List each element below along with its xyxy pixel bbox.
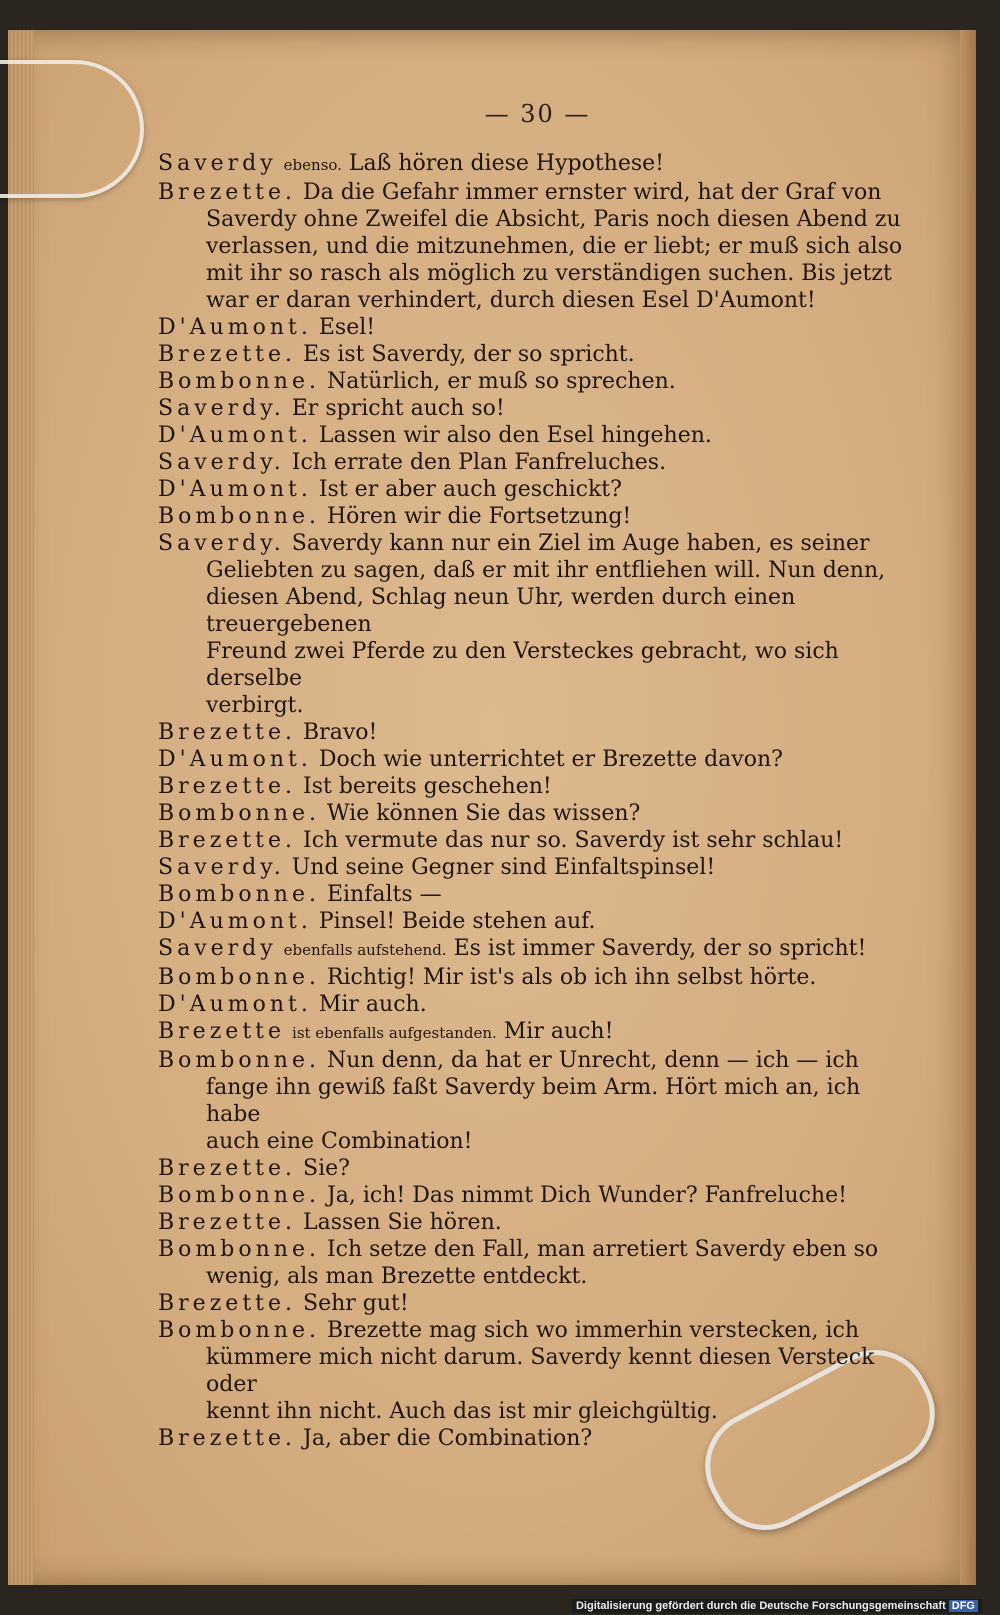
dialogue-line [158,530,903,557]
speaker-name: D'Aumont. [158,423,312,448]
dialogue-continuation [158,1398,903,1425]
speaker-name: Bombonne. [158,1048,320,1073]
speech-text: Geliebten zu sagen, daß er mit ihr entfliehen will. Nun denn, [206,558,886,583]
page-edges-left [8,30,34,1585]
speech-text: Einfalts — [326,882,442,907]
speaker-name: D'Aumont. [158,315,312,340]
dialogue-line [158,1047,903,1074]
dialogue-continuation [158,1074,903,1128]
dialogue-line [158,908,903,935]
stage-direction: ist ebenfalls aufgestanden. [292,1024,497,1042]
speech-text: Saverdy kann nur ein Ziel im Auge haben, es seiner [291,531,870,556]
dialogue-line [158,341,903,368]
speech-text: Freund zwei Pferde zu den Versteckes gebracht, wo sich derselbe [206,639,839,691]
speech-text: Mir auch. [318,992,427,1017]
speech-text: Lassen wir also den Esel hingehen. [318,423,712,448]
dialogue-continuation [158,287,903,314]
speaker-name: Brezette. [158,342,297,367]
speaker-name: Brezette. [158,720,297,745]
speech-text: Mir auch! [503,1019,614,1044]
speech-text: Sehr gut! [303,1291,409,1316]
dialogue-line [158,314,903,341]
speech-text: Ist er aber auch geschickt? [318,477,622,502]
speech-text: Doch wie unterrichtet er Brezette davon? [318,747,783,772]
speaker-name: Bombonne. [158,965,320,990]
footer-credit [572,1599,982,1613]
speech-text: Bravo! [303,720,378,745]
speech-text: Hören wir die Fortsetzung! [326,504,632,529]
speech-text: Natürlich, er muß so sprechen. [326,369,676,394]
speech-text: Ja, aber die Combination? [303,1426,593,1451]
paper-clip-top [0,60,144,198]
speech-text: diesen Abend, Schlag neun Uhr, werden durch einen treuergebenen [206,585,796,637]
dialogue-line [158,150,903,179]
speech-text: Saverdy ohne Zweifel die Absicht, Paris noch diesen Abend zu [206,207,901,232]
stage-direction: ebenfalls aufstehend. [283,941,447,959]
speech-text: kennt ihn nicht. Auch das ist mir gleichgültig. [206,1399,718,1424]
dialogue-line [158,395,903,422]
speaker-name: Saverdy. [158,855,285,880]
dialogue-continuation [158,638,903,692]
speech-text: Ich setze den Fall, man arretiert Saverdy eben so [326,1237,879,1262]
speech-text: Und seine Gegner sind Einfaltspinsel! [291,855,716,880]
speech-text: Da die Gefahr immer ernster wird, hat der Graf von [303,180,882,205]
speech-text: Ich vermute das nur so. Saverdy ist sehr schlau! [303,828,844,853]
speech-text: mit ihr so rasch als möglich zu verständigen suchen. Bis jetzt [206,261,892,286]
dialogue-line [158,1317,903,1344]
speaker-name: Brezette. [158,1210,297,1235]
speech-text: Wie können Sie das wissen? [326,801,641,826]
speaker-name: D'Aumont. [158,909,312,934]
speaker-name: Brezette. [158,774,297,799]
speech-text: fange ihn gewiß faßt Saverdy beim Arm. Hört mich an, ich habe [206,1075,861,1127]
speaker-name: Saverdy [158,151,277,176]
dialogue-line [158,854,903,881]
speaker-name: Saverdy. [158,531,285,556]
dialogue-line [158,827,903,854]
dialogue-continuation [158,1263,903,1290]
speech-text: verlassen, und die mitzunehmen, die er liebt; er muß sich also [206,234,903,259]
speaker-name: Bombonne. [158,1318,320,1343]
speaker-name: Saverdy. [158,450,285,475]
speaker-name: Bombonne. [158,1183,320,1208]
dialogue-line [158,719,903,746]
dialogue-line [158,422,903,449]
speech-text: wenig, als man Brezette entdeckt. [206,1264,588,1289]
dialogue-line [158,935,903,964]
dialogue-continuation [158,1128,903,1155]
dialogue-text [158,150,903,1452]
speaker-name: Bombonne. [158,1237,320,1262]
dialogue-line [158,1425,903,1452]
speech-text: Er spricht auch so! [291,396,505,421]
dialogue-continuation [158,584,903,638]
speaker-name: Bombonne. [158,504,320,529]
dialogue-line [158,800,903,827]
speech-text: Nun denn, da hat er Unrecht, denn — ich — ich [326,1048,859,1073]
speaker-name: Saverdy [158,936,277,961]
stage-direction: ebenso. [283,156,342,174]
dialogue-line [158,773,903,800]
dialogue-continuation [158,1344,903,1398]
dialogue-line [158,1182,903,1209]
speech-text: Es ist immer Saverdy, der so spricht! [453,936,867,961]
dfg-logo: DFG [949,1600,978,1612]
speech-text: Es ist Saverdy, der so spricht. [303,342,635,367]
speaker-name: D'Aumont. [158,992,312,1017]
speaker-name: Brezette [158,1019,286,1044]
speech-text: Ja, ich! Das nimmt Dich Wunder? Fanfreluche! [326,1183,847,1208]
speech-text: Lassen Sie hören. [303,1210,502,1235]
speaker-name: Saverdy. [158,396,285,421]
dialogue-line [158,964,903,991]
speech-text: verbirgt. [206,693,304,718]
dialogue-line [158,1236,903,1263]
dialogue-line [158,476,903,503]
speech-text: Sie? [303,1156,350,1181]
speaker-name: Brezette. [158,828,297,853]
speech-text: Esel! [318,315,376,340]
speaker-name: Brezette. [158,1156,297,1181]
dialogue-continuation [158,557,903,584]
dialogue-continuation [158,233,903,260]
dialogue-line [158,503,903,530]
dialogue-line [158,881,903,908]
speaker-name: D'Aumont. [158,477,312,502]
dialogue-line [158,1209,903,1236]
speaker-name: Bombonne. [158,882,320,907]
speaker-name: D'Aumont. [158,747,312,772]
page-number: — 30 — [484,100,591,128]
dialogue-line [158,1155,903,1182]
dialogue-line [158,991,903,1018]
speaker-name: Bombonne. [158,369,320,394]
speaker-name: Brezette. [158,180,297,205]
speech-text: Richtig! Mir ist's als ob ich ihn selbst hörte. [326,965,817,990]
speaker-name: Brezette. [158,1291,297,1316]
dialogue-line [158,449,903,476]
speech-text: kümmere mich nicht darum. Saverdy kennt diesen Versteck oder [206,1345,875,1397]
speech-text: Brezette mag sich wo immerhin verstecken, ich [326,1318,860,1343]
speaker-name: Bombonne. [158,801,320,826]
dialogue-line [158,746,903,773]
dialogue-continuation [158,260,903,287]
speech-text: Ich errate den Plan Fanfreluches. [291,450,667,475]
dialogue-line [158,179,903,206]
footer-credit-text: Digitalisierung gefördert durch die Deutsche Forschungsgemeinschaft [575,1600,946,1612]
dialogue-line [158,1018,903,1047]
speech-text: war er daran verhindert, durch diesen Esel D'Aumont! [206,288,816,313]
speech-text: auch eine Combination! [206,1129,473,1154]
dialogue-continuation [158,206,903,233]
dialogue-line [158,368,903,395]
speech-text: Ist bereits geschehen! [303,774,552,799]
page-edges-right [960,30,976,1585]
speech-text: Laß hören diese Hypothese! [348,151,665,176]
dialogue-continuation [158,692,903,719]
speaker-name: Brezette. [158,1426,297,1451]
dialogue-line [158,1290,903,1317]
speech-text: Pinsel! Beide stehen auf. [318,909,596,934]
